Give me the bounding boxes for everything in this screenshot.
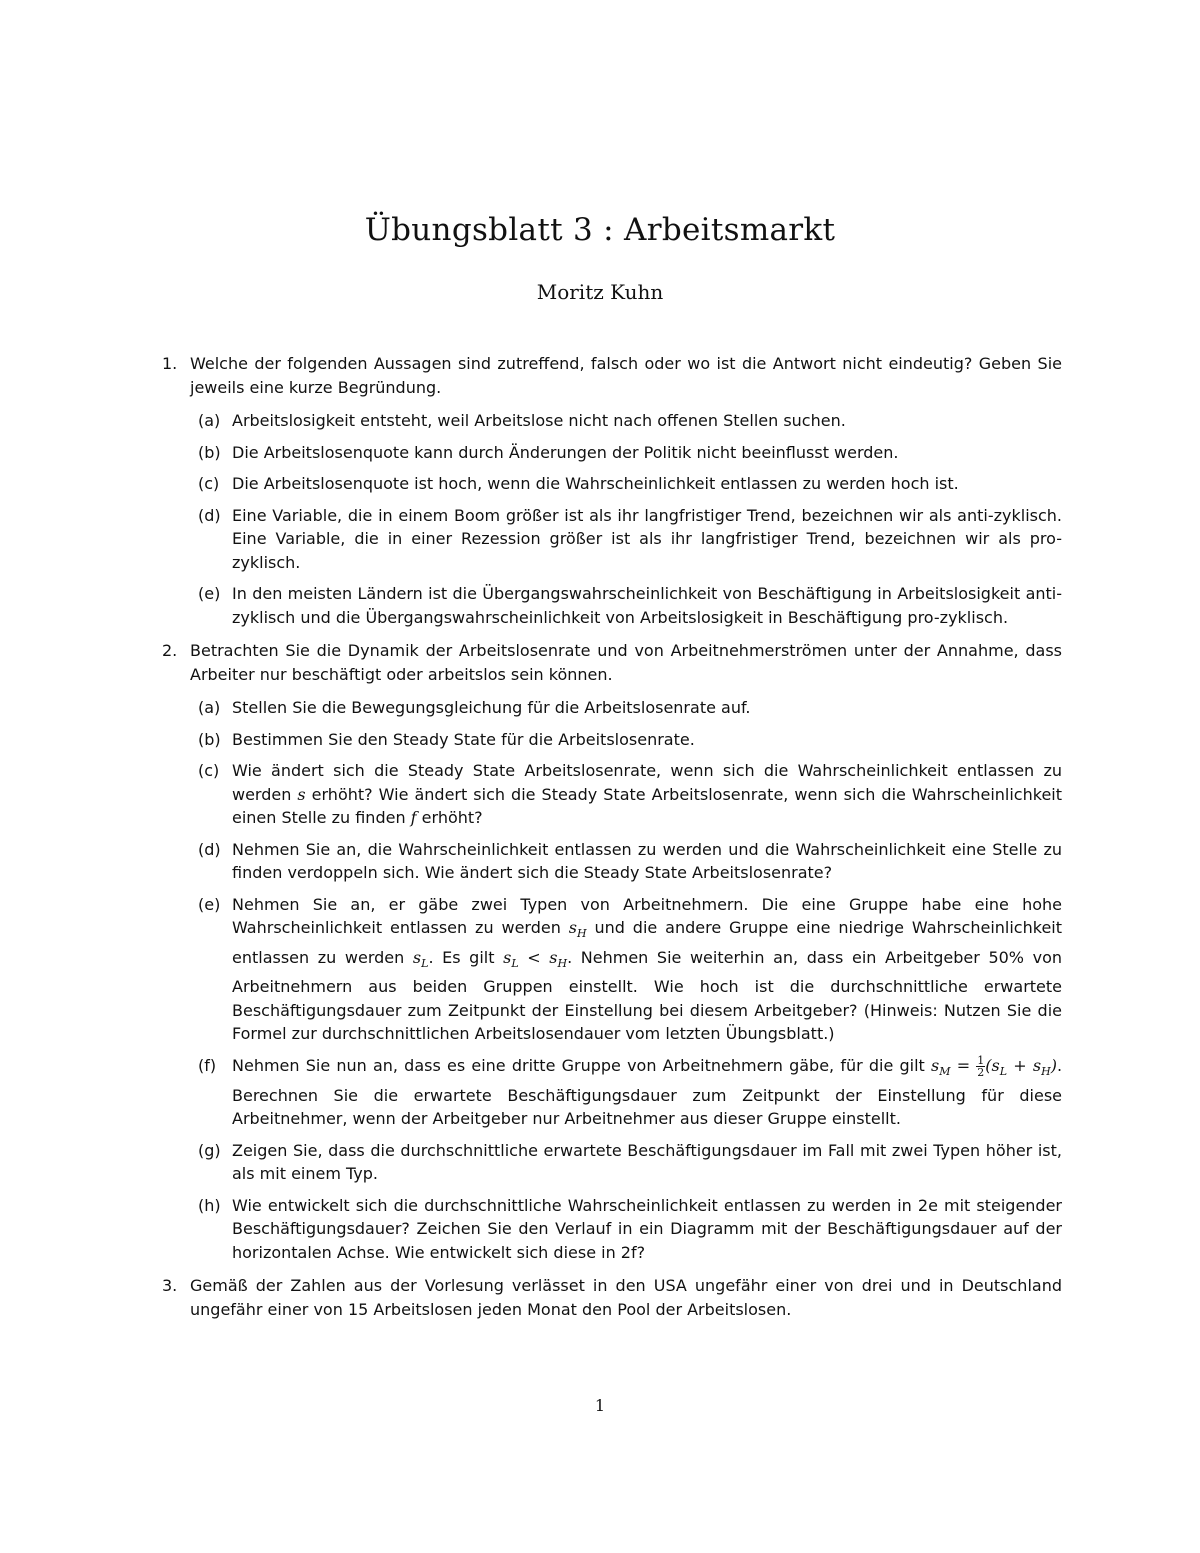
subquestion-label: (b) (198, 729, 221, 749)
subquestion-label: (d) (198, 505, 221, 525)
subquestion (190, 504, 1062, 575)
subquestion-label: (e) (198, 894, 221, 914)
math-s: s (297, 784, 306, 804)
subquestion-label: (f) (198, 1055, 217, 1075)
subquestion-label: (a) (198, 698, 221, 717)
subquestion (190, 582, 1062, 629)
subquestion-label: (c) (198, 761, 220, 780)
subquestion-label: (d) (198, 839, 221, 859)
subquestion-text: Nehmen Sie an, die Wahrscheinlichkeit entlassen zu werden und die Wahrscheinlichkeit eine Stelle zu finden verdoppeln sich. Wie ändert sich die Steady State Arbeitslosenrate? (232, 839, 1062, 882)
subquestion (190, 472, 1062, 496)
page-title: Übungsblatt 3 : Arbeitsmarkt (364, 212, 836, 248)
subquestion (190, 1139, 1062, 1186)
subquestion (190, 759, 1062, 830)
question-2 (162, 639, 1062, 1264)
subquestion-text: Arbeitslosigkeit entsteht, weil Arbeitslose nicht nach offenen Stellen suchen. (232, 411, 846, 430)
question-text: Gemäß der Zahlen aus der Vorlesung verlässet in den USA ungefähr einer von drei und in Deutschland ungefähr einer von 15 Arbeitslosen jeden Monat den Pool der Arbeitslosen. (190, 1276, 1062, 1319)
subquestion-label: (g) (198, 1140, 221, 1160)
question-3 (162, 1274, 1062, 1321)
question-1 (162, 352, 1062, 629)
page-number: 1 (594, 1396, 606, 1415)
question-number: 2. (162, 641, 178, 660)
subquestion-label: (c) (198, 474, 220, 493)
subquestion (190, 1194, 1062, 1265)
subquestion-list (190, 696, 1062, 1264)
question-text: Betrachten Sie die Dynamik der Arbeitslosenrate und von Arbeitnehmerströmen unter der Annahme, dass Arbeiter nur beschäftigt oder arbeitslos sein können. (190, 641, 1062, 684)
subquestion-label: (b) (198, 442, 221, 462)
subquestion-text: Nehmen Sie nun an, dass es eine dritte Gruppe von Arbeitnehmern gäbe, für die gilt $s_M$ = $\frac{1}{2}$ $(s_L + s_H)$. Berechnen Sie die erwartete Beschäftigungsdauer zum Zeitpunkt der Einstellung für diese Arbeitnehmer, wenn der Arbeitgeber nur Arbeitnehmer aus dieser Gruppe einstellt. (232, 1053, 1063, 1129)
fraction: $\frac{1}{2}$ (977, 1053, 985, 1079)
subquestion (190, 728, 1062, 752)
subquestion-text: Stellen Sie die Bewegungsgleichung für die Arbeitslosenrate auf. (232, 698, 751, 717)
subquestion-text: Zeigen Sie, dass die durchschnittliche erwartete Beschäftigungsdauer im Fall mit zwei Typen höher ist, als mit einem Typ. (232, 1140, 1062, 1184)
subquestion-list (190, 409, 1062, 629)
subquestion (190, 838, 1062, 885)
math-s-h: $s_H$ (568, 918, 587, 941)
subquestion-text: Wie entwickelt sich die durchschnittliche Wahrscheinlichkeit entlassen zu werden in 2e mit steigender Beschäftigungsdauer? Zeichen Sie den Verlauf in ein Diagramm mit der Beschäftigungsdauer auf der horizontalen Achse. Wie entwickelt sich diese in 2f? (232, 1195, 1062, 1262)
subquestion-text: Nehmen Sie an, er gäbe zwei Typen von Arbeitnehmern. Die eine Gruppe habe eine hohe Wahrscheinlichkeit entlassen zu werden $s_H$ und die andere Gruppe eine niedrige Wahrscheinlichkeit entlassen zu werden $s_L$. Es gilt $s_L < s_H$. Nehmen Sie weiterhin an, dass ein Arbeitgeber 50% von Arbeitnehmern aus beiden Gruppen einstellt. Wie hoch ist die durchschnittliche erwartete Beschäftigungsdauer zum Zeitpunkt der Einstellung bei diesem Arbeitgeber? (Hinweis: Nutzen Sie die Formel zur durchschnittlichen Arbeitslosendauer vom letzten Übungsblatt.) (232, 894, 1063, 1044)
subquestion-text: Bestimmen Sie den Steady State für die Arbeitslosenrate. (232, 729, 695, 749)
subquestion-text: Die Arbeitslosenquote ist hoch, wenn die Wahrscheinlichkeit entlassen zu werden hoch ist. (232, 474, 959, 493)
subquestion (190, 1054, 1062, 1131)
question-text: Welche der folgenden Aussagen sind zutreffend, falsch oder wo ist die Antwort nicht eindeutig? Geben Sie jeweils eine kurze Begründung. (190, 354, 1062, 397)
question-number: 1. (162, 354, 178, 373)
subquestion-label: (a) (198, 411, 221, 430)
subquestion-label: (h) (198, 1195, 221, 1215)
subquestion-text: Eine Variable, die in einem Boom größer ist als ihr langfristiger Trend, bezeichnen wir als anti-zyklisch. Eine Variable, die in einer Rezession größer ist als ihr langfristiger Trend, bezeichnen wir als pro-zyklisch. (232, 505, 1062, 572)
question-number: 3. (162, 1276, 178, 1296)
subquestion-label: (e) (198, 584, 221, 603)
subquestion (190, 696, 1062, 720)
question-list (162, 352, 1062, 1331)
math-inequality: $s_L < s_H$ (503, 947, 568, 970)
subquestion (190, 441, 1062, 465)
author: Moritz Kuhn (536, 280, 664, 304)
math-sum: $(s_L + s_H)$ (985, 1055, 1057, 1079)
subquestion (190, 893, 1062, 1046)
subquestion-text: In den meisten Ländern ist die Übergangswahrscheinlichkeit von Beschäftigung in Arbeitslosigkeit anti-zyklisch und die Übergangswahrscheinlichkeit von Arbeitslosigkeit in Beschäftigung pro-zyklisch. (232, 584, 1062, 627)
math-s-l: $s_L$ (412, 947, 429, 970)
math-f: f (410, 808, 417, 827)
subquestion-text: Wie ändert sich die Steady State Arbeitslosenrate, wenn sich die Wahrscheinlichkeit entlassen zu werden s erhöht? Wie ändert sich die Steady State Arbeitslosenrate, wenn sich die Wahrscheinlichkeit einen Stelle zu finden f erhöht? (232, 761, 1063, 827)
subquestion-text: Die Arbeitslosenquote kann durch Änderungen der Politik nicht beeinflusst werden. (232, 442, 899, 462)
subquestion (190, 409, 1062, 433)
math-s-m: $s_M$ = (931, 1055, 977, 1079)
